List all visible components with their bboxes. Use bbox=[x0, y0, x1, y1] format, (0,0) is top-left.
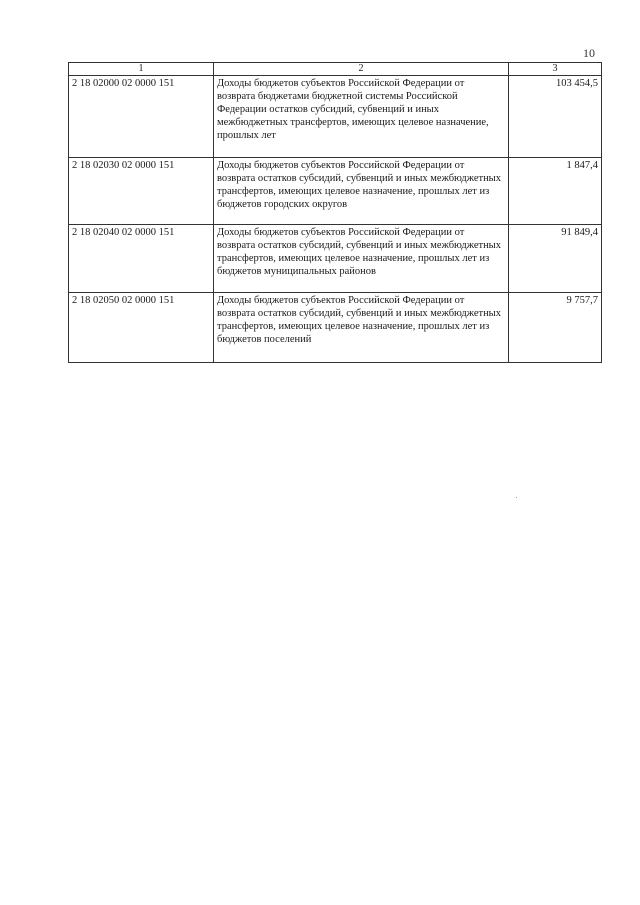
revenue-code: 2 18 02000 02 0000 151 bbox=[69, 76, 214, 158]
column-header-amount: 3 bbox=[509, 63, 602, 76]
table-row bbox=[69, 293, 602, 363]
revenue-description: Доходы бюджетов субъектов Российской Федерации от возврата бюджетами бюджетной системы Российской Федерации остатков субсидий, субвенций и иных межбюджетных трансфертов, имеющих целевое назначение, прошлых лет bbox=[214, 76, 509, 158]
revenue-description: Доходы бюджетов субъектов Российской Федерации от возврата остатков субсидий, субвенций и иных межбюджетных трансфертов, имеющих целевое назначение, прошлых лет из бюджетов муниципальных районов bbox=[214, 225, 509, 293]
column-header-code: 1 bbox=[69, 63, 214, 76]
table-row bbox=[69, 225, 602, 293]
revenue-code: 2 18 02040 02 0000 151 bbox=[69, 225, 214, 293]
revenue-description: Доходы бюджетов субъектов Российской Федерации от возврата остатков субсидий, субвенций и иных межбюджетных трансфертов, имеющих целевое назначение, прошлых лет из бюджетов городских округов bbox=[214, 158, 509, 225]
column-header-description: 2 bbox=[214, 63, 509, 76]
revenue-amount: 91 849,4 bbox=[509, 225, 602, 293]
revenue-code: 2 18 02050 02 0000 151 bbox=[69, 293, 214, 363]
revenue-amount: 1 847,4 bbox=[509, 158, 602, 225]
revenue-description: Доходы бюджетов субъектов Российской Федерации от возврата остатков субсидий, субвенций и иных межбюджетных трансфертов, имеющих целевое назначение, прошлых лет из бюджетов поселений bbox=[214, 293, 509, 363]
revenue-amount: 103 454,5 bbox=[509, 76, 602, 158]
revenue-code: 2 18 02030 02 0000 151 bbox=[69, 158, 214, 225]
scan-artifact-speck bbox=[516, 497, 517, 498]
table-row bbox=[69, 76, 602, 158]
revenue-amount: 9 757,7 bbox=[509, 293, 602, 363]
page-number: 10 bbox=[583, 46, 595, 60]
table-row bbox=[69, 158, 602, 225]
table-header-row bbox=[69, 63, 602, 76]
budget-revenue-table bbox=[68, 62, 602, 363]
